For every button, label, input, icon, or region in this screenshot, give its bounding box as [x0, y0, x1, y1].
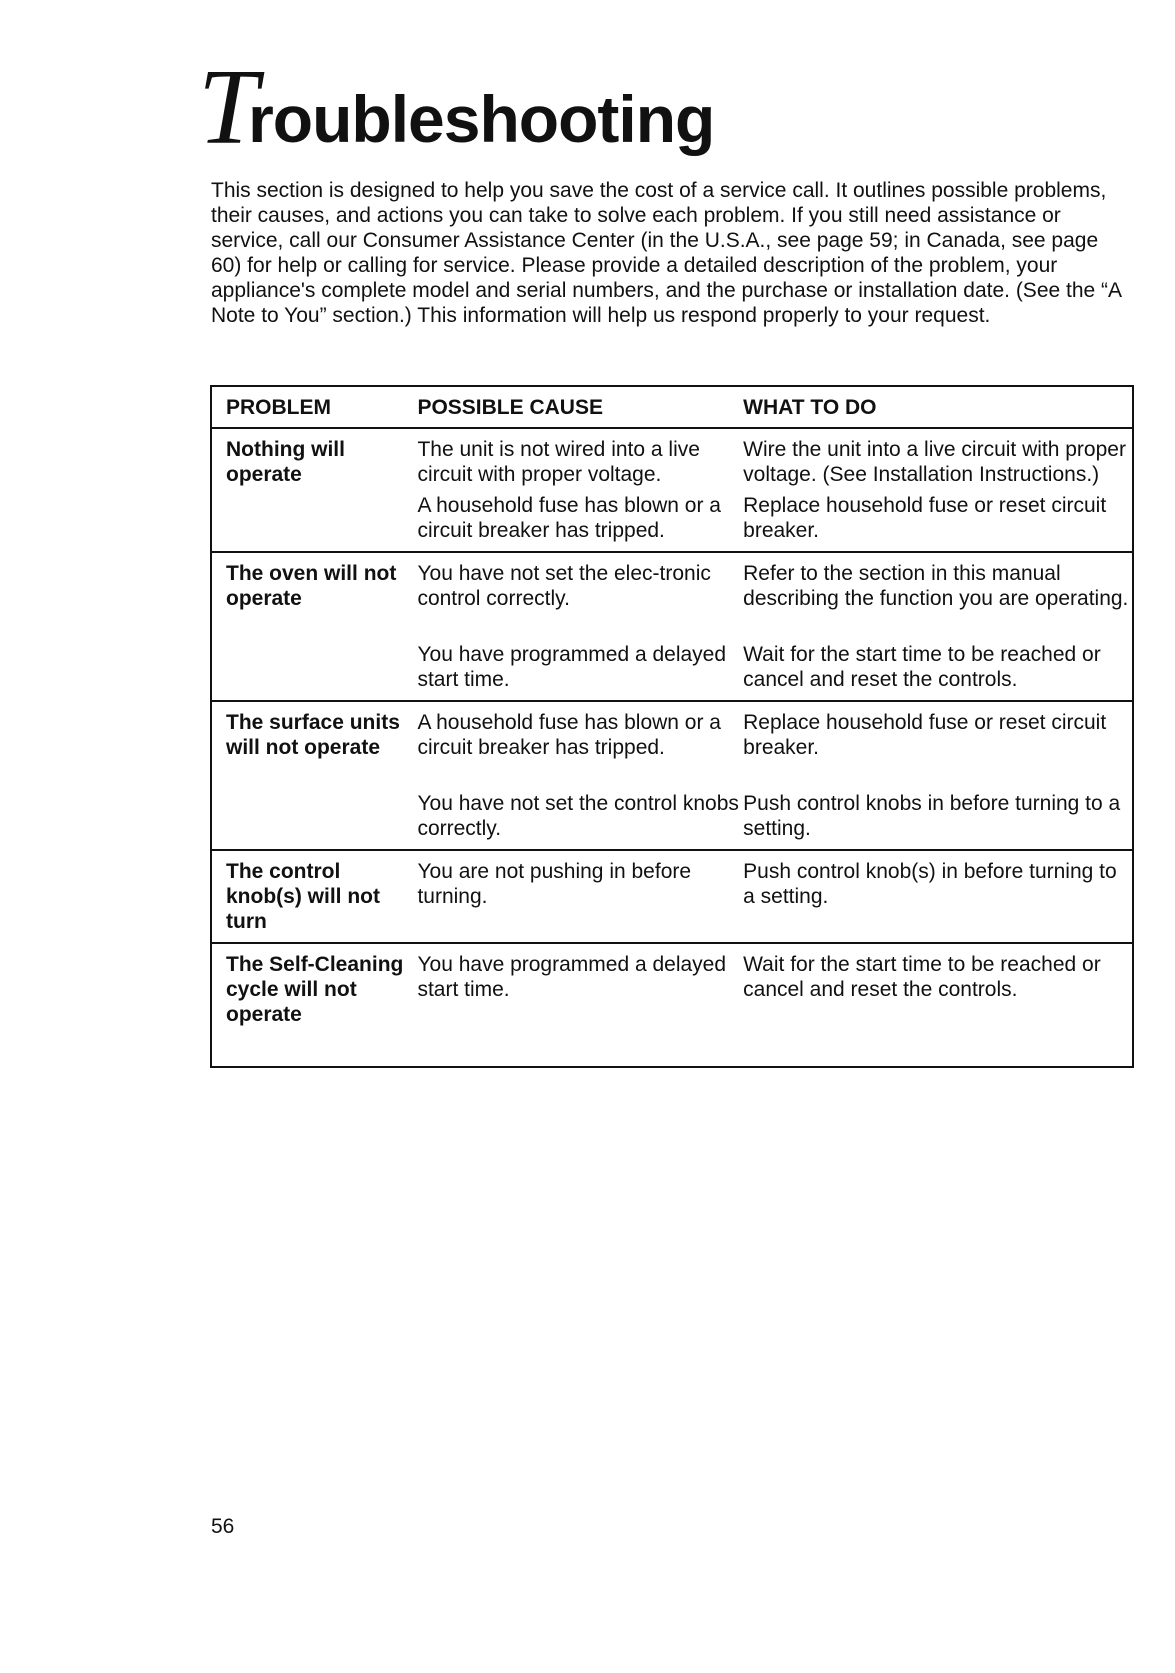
- cause-cell: [417, 552, 743, 701]
- cause-entry: The unit is not wired into a live circuit with proper voltage.: [417, 438, 700, 486]
- todo-entry: Wire the unit into a live circuit with proper voltage. (See Installation Instructions.): [743, 438, 1126, 486]
- table-header-row: [211, 386, 1133, 428]
- cause-cell: [417, 850, 743, 943]
- todo-entry: Wait for the start time to be reached or cancel and reset the controls.: [743, 643, 1101, 691]
- cause-cell: [417, 701, 743, 850]
- todo-cell: [743, 552, 1133, 701]
- header-what-to-do: WHAT TO DO: [743, 386, 1133, 428]
- cause-entry: You are not pushing in before turning.: [417, 860, 692, 908]
- table-row: [211, 428, 1133, 552]
- cause-cell: [417, 428, 743, 552]
- todo-entry: Wait for the start time to be reached or cancel and reset the controls.: [743, 953, 1101, 1001]
- problem-cell: The Self-Cleaning cycle will not operate: [226, 953, 404, 1026]
- cause-entry: You have not set the control knobs correctly.: [417, 792, 739, 840]
- title-initial: T: [198, 48, 259, 167]
- cause-entry: You have programmed a delayed start time.: [417, 953, 727, 1001]
- cause-entry: You have programmed a delayed start time.: [417, 643, 727, 691]
- page-number: 56: [211, 1515, 235, 1538]
- todo-entry: Replace household fuse or reset circuit breaker.: [743, 711, 1107, 759]
- todo-cell: [743, 850, 1133, 943]
- header-problem: PROBLEM: [211, 386, 417, 428]
- page-title: [198, 48, 715, 167]
- todo-entry: Refer to the section in this manual describing the function you are operating.: [743, 562, 1129, 610]
- table-row: [211, 943, 1133, 1067]
- todo-entry: Push control knob(s) in before turning to a setting.: [743, 860, 1117, 908]
- table-row: [211, 850, 1133, 943]
- cause-cell: [417, 943, 743, 1067]
- problem-cell: Nothing will operate: [226, 438, 345, 486]
- todo-cell: [743, 428, 1133, 552]
- todo-cell: [743, 701, 1133, 850]
- cause-entry: A household fuse has blown or a circuit breaker has tripped.: [417, 494, 721, 542]
- problem-cell: The control knob(s) will not turn: [226, 860, 380, 933]
- todo-entry: Replace household fuse or reset circuit breaker.: [743, 494, 1107, 542]
- problem-cell: The surface units will not operate: [226, 711, 400, 759]
- cause-entry: A household fuse has blown or a circuit breaker has tripped.: [417, 711, 721, 759]
- intro-paragraph: This section is designed to help you save the cost of a service call. It outlines possible problems, their causes, and actions you can take to solve each problem. If you still need assistance or service, call our Consumer Assistance Center (in the U.S.A., see page 59; in Canada, see page 60) for help or calling for service. Please provide a detailed description of the problem, your appliance's complete model and serial numbers, and the purchase or installation date. (See the “A Note to You” section.) This information will help us respond properly to your request.: [211, 179, 1121, 327]
- troubleshooting-table: [210, 385, 1134, 1068]
- problem-cell: The oven will not operate: [226, 562, 397, 610]
- cause-entry: You have not set the elec-tronic control correctly.: [417, 562, 711, 610]
- table-row: [211, 701, 1133, 850]
- todo-cell: [743, 943, 1133, 1067]
- todo-entry: Push control knobs in before turning to a setting.: [743, 792, 1121, 840]
- title-text: roubleshooting: [248, 82, 715, 156]
- header-possible-cause: POSSIBLE CAUSE: [417, 386, 743, 428]
- table-row: [211, 552, 1133, 701]
